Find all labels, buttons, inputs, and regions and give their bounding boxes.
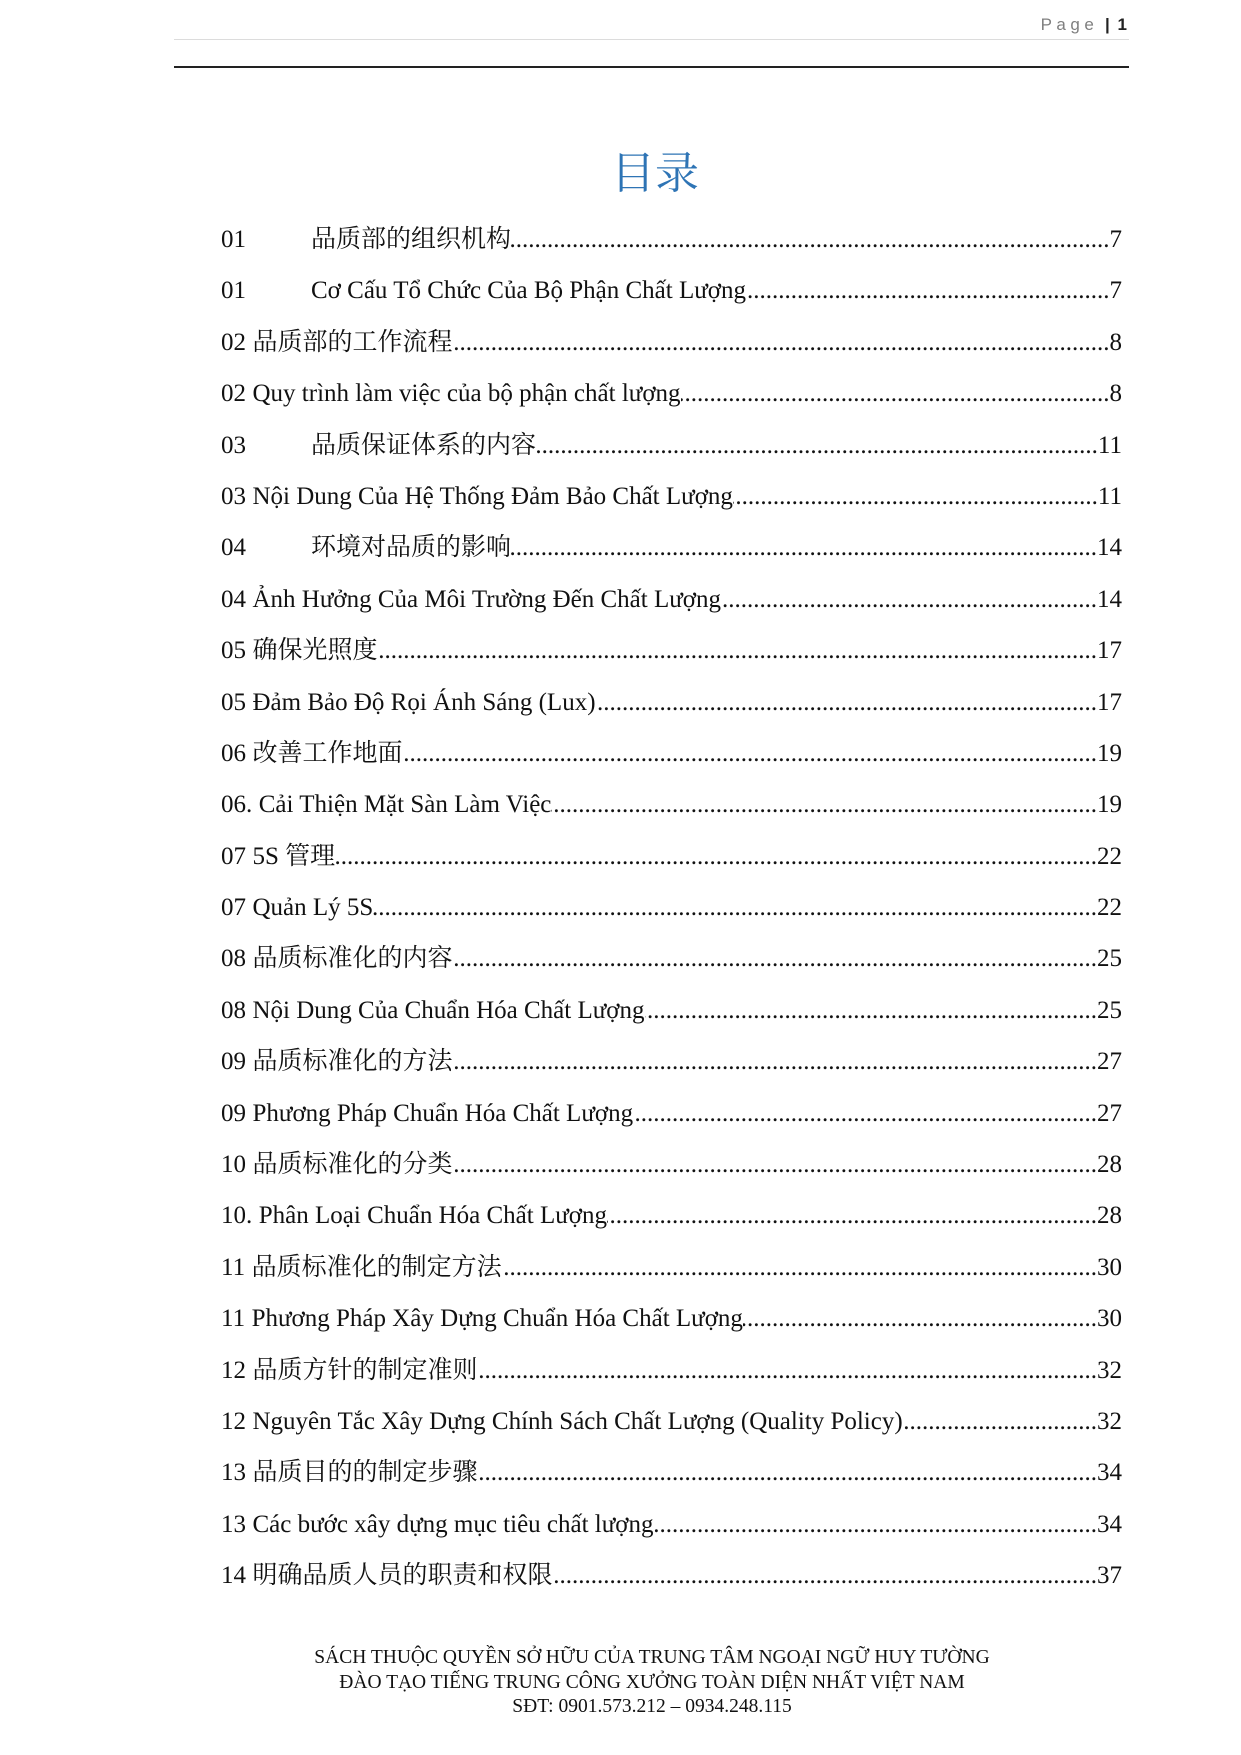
- toc-entry-title: Quy trình làm việc của bộ phận chất lượng: [252, 380, 681, 408]
- toc-entry-title: 明确品质人员的职责和权限: [252, 1562, 553, 1590]
- dot-leader: [536, 420, 1098, 471]
- dot-leader: [645, 985, 1097, 1036]
- toc-entry-title: Nội Dung Của Chuẩn Hóa Chất Lượng: [252, 996, 645, 1024]
- toc-entry-title: Đảm Bảo Độ Rọi Ánh Sáng (Lux): [252, 688, 596, 716]
- toc-entry: [221, 677, 1122, 728]
- toc-entry-number: 11: [221, 1253, 246, 1281]
- footer-tagline: ĐÀO TẠO TIẾNG TRUNG CÔNG XƯỞNG TOÀN DIỆN NHẤT VIỆT NAM: [339, 1671, 965, 1693]
- toc-entry-page: 11: [1097, 431, 1122, 459]
- toc-entry-number: 14: [221, 1562, 246, 1590]
- toc-entry-title: Phân Loại Chuẩn Hóa Chất Lượng: [258, 1202, 607, 1230]
- toc-entry: [221, 420, 1122, 471]
- toc-entry-title: 品质方针的制定准则: [252, 1356, 478, 1384]
- toc-entry: [221, 831, 1122, 882]
- dot-leader: [478, 1345, 1097, 1396]
- toc-entry-page: 34: [1097, 1459, 1122, 1487]
- toc-entry-title: Ảnh Hưởng Của Môi Trường Đến Chất Lượng: [252, 585, 722, 613]
- toc-entry-title: 品质标准化的制定方法: [251, 1253, 502, 1281]
- toc-entry-title: 改善工作地面: [252, 739, 403, 767]
- toc-entry-number: 05: [221, 688, 246, 716]
- toc-entry-number: 12: [221, 1407, 246, 1435]
- toc-entry-title: 品质部的组织机构: [311, 226, 512, 253]
- toc-entry-number: 05: [221, 637, 246, 665]
- dot-leader: [654, 1499, 1097, 1550]
- toc-entry: [221, 1293, 1122, 1344]
- toc-entry-number: 06: [221, 739, 246, 767]
- toc-entry: [221, 1242, 1122, 1293]
- toc-entry-page: 22: [1097, 842, 1122, 870]
- toc-entry-page: 30: [1097, 1305, 1122, 1333]
- toc-entry: [221, 317, 1122, 368]
- toc-entry-number: 03: [221, 482, 246, 510]
- toc-entry-number: 11: [221, 1305, 246, 1333]
- toc-entry-page: 19: [1097, 739, 1122, 767]
- toc-entry-title: 5S 管理: [252, 842, 336, 870]
- dot-leader: [743, 1293, 1097, 1344]
- dot-leader: [721, 574, 1097, 625]
- toc-entry-title: 环境对品质的影响: [311, 534, 512, 562]
- toc-entry-page: 32: [1097, 1356, 1122, 1384]
- toc-entry: [221, 1088, 1122, 1139]
- dot-leader: [478, 1447, 1097, 1498]
- dot-leader: [903, 1396, 1097, 1447]
- dot-leader: [681, 368, 1110, 419]
- toc-entry: [221, 985, 1122, 1036]
- dot-leader: [378, 625, 1097, 676]
- toc-entry-number: 09: [221, 1048, 246, 1076]
- toc-entry-title: 品质部的工作流程: [252, 328, 453, 356]
- toc-entry-title: Phương Pháp Xây Dựng Chuẩn Hóa Chất Lượng: [251, 1305, 743, 1333]
- toc-entry: [221, 882, 1122, 933]
- toc-entry: [221, 625, 1122, 676]
- toc-entry-page: 11: [1097, 482, 1122, 510]
- toc-entry-title: Nội Dung Của Hệ Thống Đảm Bảo Chất Lượng: [252, 482, 733, 510]
- dot-leader: [553, 1550, 1097, 1601]
- toc-entry-page: 22: [1097, 894, 1122, 922]
- toc-entry-number: 10.: [221, 1202, 253, 1230]
- toc-entry-number: 02: [221, 328, 246, 356]
- toc-entry-page: 25: [1097, 996, 1122, 1024]
- toc-entry-page: 7: [1109, 226, 1122, 253]
- page-separator: |: [1105, 15, 1110, 34]
- toc-entry-page: 19: [1097, 791, 1122, 819]
- dot-leader: [453, 1036, 1097, 1087]
- toc-entry: [221, 1139, 1122, 1190]
- header-divider: [174, 66, 1129, 68]
- toc-entry-number: 13: [221, 1510, 246, 1538]
- dot-leader: [511, 214, 1109, 265]
- dot-leader: [596, 677, 1097, 728]
- toc-entry-page: 37: [1097, 1562, 1122, 1590]
- dot-leader: [502, 1242, 1097, 1293]
- toc-entry-title: 确保光照度: [252, 637, 378, 665]
- toc-entry-page: 27: [1097, 1099, 1122, 1127]
- toc-entry: [221, 933, 1122, 984]
- dot-leader: [453, 1139, 1097, 1190]
- dot-leader: [335, 831, 1097, 882]
- toc-entry-number: 04: [221, 585, 246, 613]
- dot-leader: [373, 882, 1097, 933]
- toc-entry: [221, 1190, 1122, 1241]
- toc-entry-title: Các bước xây dựng mục tiêu chất lượng: [252, 1510, 654, 1538]
- toc-entry: [221, 368, 1122, 419]
- toc-entry: [221, 574, 1122, 625]
- toc-entry: [221, 471, 1122, 522]
- toc-entry-page: 8: [1109, 328, 1122, 356]
- dot-leader: [551, 779, 1097, 830]
- footer-ownership-line: SÁCH THUỘC QUYỀN SỞ HỮU CỦA TRUNG TÂM NGOẠI NGỮ HUY TƯỜNG: [314, 1647, 990, 1668]
- toc-entry-page: 28: [1097, 1151, 1122, 1179]
- toc-entry-number: 13: [221, 1459, 246, 1487]
- toc-entry: [221, 1550, 1122, 1601]
- toc-entry-number: 01: [221, 226, 246, 253]
- toc-entry: [221, 1345, 1122, 1396]
- toc-entry-number: 02: [221, 380, 246, 408]
- toc-entry-number: 10: [221, 1151, 246, 1179]
- toc-entry-title: Nguyên Tắc Xây Dựng Chính Sách Chất Lượng (Quality Policy): [252, 1407, 903, 1435]
- toc-entry: [221, 1396, 1122, 1447]
- dot-leader: [746, 265, 1109, 316]
- toc-entry: [221, 1036, 1122, 1087]
- toc-entry-page: 30: [1097, 1253, 1122, 1281]
- toc-entry: [221, 1447, 1122, 1498]
- toc-entry-title: 品质标准化的方法: [252, 1048, 453, 1076]
- toc-entry-number: 04: [221, 534, 246, 562]
- toc-entry-title: 品质标准化的分类: [252, 1151, 453, 1179]
- dot-leader: [453, 933, 1097, 984]
- toc-entry-number: 08: [221, 945, 246, 973]
- page-header: [1041, 13, 1127, 37]
- toc-entry-title: Phương Pháp Chuẩn Hóa Chất Lượng: [252, 1099, 634, 1127]
- toc-entry-title: Cơ Cấu Tổ Chức Của Bộ Phận Chất Lượng: [311, 277, 747, 305]
- toc-entry: [221, 728, 1122, 779]
- toc-entry-page: 28: [1097, 1202, 1122, 1230]
- dot-leader: [733, 471, 1098, 522]
- toc-entry-page: 14: [1097, 585, 1122, 613]
- toc-entry-page: 17: [1097, 637, 1122, 665]
- toc-entry-number: 03: [221, 431, 246, 459]
- toc-entry-title: 品质保证体系的内容: [311, 431, 537, 459]
- toc-entry-number: 07: [221, 894, 246, 922]
- toc-entry-number: 07: [221, 842, 246, 870]
- dot-leader: [511, 522, 1097, 573]
- toc-entry: [221, 265, 1122, 316]
- toc-title: 目录: [611, 148, 699, 199]
- toc-entry: [221, 779, 1122, 830]
- toc-entry-page: 14: [1097, 534, 1122, 562]
- toc-entry: [221, 214, 1122, 265]
- toc-entry-title: 品质目的的制定步骤: [252, 1459, 478, 1487]
- header-divider-light: [174, 39, 1129, 40]
- toc-entry-number: 12: [221, 1356, 246, 1384]
- toc-entry-page: 27: [1097, 1048, 1122, 1076]
- page-footer: [174, 1646, 1130, 1720]
- toc-entry-page: 34: [1097, 1510, 1122, 1538]
- toc-entry: [221, 522, 1122, 573]
- dot-leader: [633, 1088, 1097, 1139]
- toc-entry-title: 品质标准化的内容: [252, 945, 453, 973]
- toc-list: [221, 214, 1122, 1602]
- toc-entry-number: 01: [221, 277, 246, 305]
- toc-entry-title: Cải Thiện Mặt Sàn Làm Việc: [258, 791, 552, 819]
- footer-phone: SĐT: 0901.573.212 – 0934.248.115: [512, 1696, 792, 1717]
- dot-leader: [453, 317, 1110, 368]
- dot-leader: [403, 728, 1097, 779]
- dot-leader: [607, 1190, 1097, 1241]
- toc-entry: [221, 1499, 1122, 1550]
- page-number: 1: [1117, 15, 1127, 34]
- toc-entry-page: 32: [1097, 1407, 1122, 1435]
- toc-entry-page: 17: [1097, 688, 1122, 716]
- toc-entry-page: 8: [1109, 380, 1122, 408]
- toc-entry-page: 7: [1109, 277, 1122, 305]
- toc-entry-number: 06.: [221, 791, 253, 819]
- toc-entry-page: 25: [1097, 945, 1122, 973]
- toc-entry-title: Quản Lý 5S: [252, 894, 374, 922]
- page-label: Page: [1040, 15, 1099, 34]
- toc-entry-number: 08: [221, 996, 246, 1024]
- toc-entry-number: 09: [221, 1099, 246, 1127]
